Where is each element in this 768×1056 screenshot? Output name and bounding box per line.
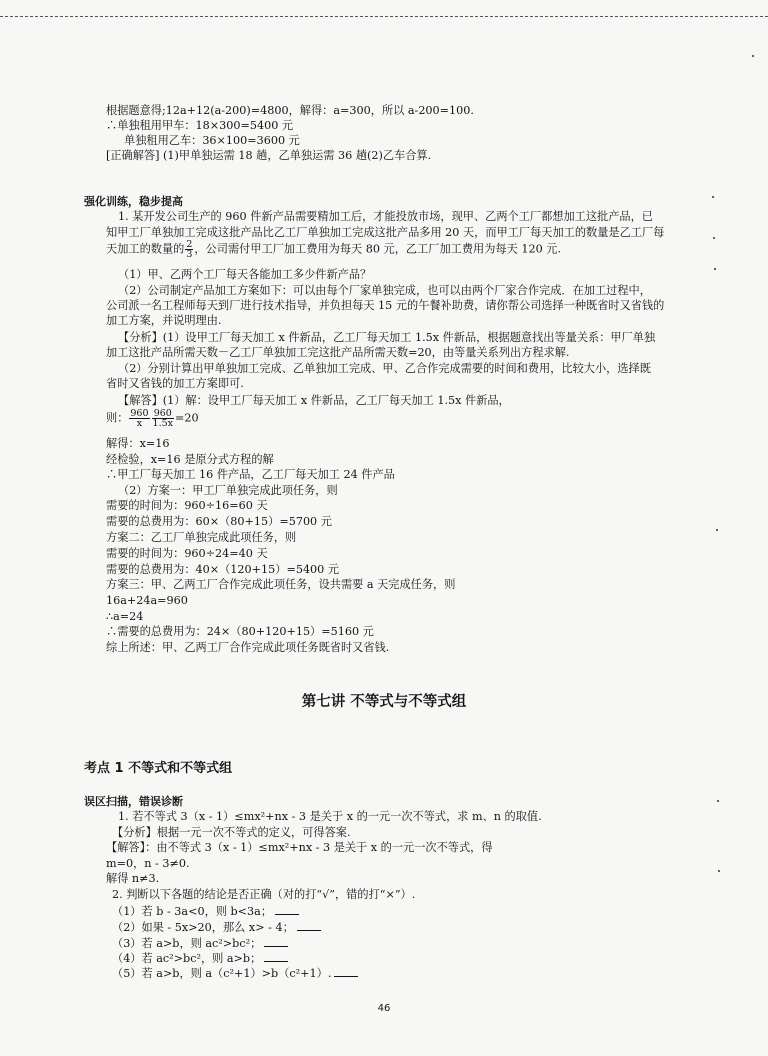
problem-text: 知甲工厂单独加工完成这批产品比乙工厂单独加工完成这批产品多用 20 天，而甲工厂每天加工的数量是乙工厂每: [106, 226, 665, 239]
solution-text: m=0，n - 3≠0.: [106, 857, 190, 870]
analysis-text: 加工这批产品所需天数－乙工厂单独加工完这批产品所需天数=20，由等量关系列出方程求解.: [106, 346, 570, 359]
problem-text-with-fraction: [106, 240, 561, 259]
topic-title: 考点 1 不等式和不等式组: [84, 761, 233, 776]
solution-text: 需要的总费用为：60×（80+15）=5700 元: [106, 515, 332, 528]
equation-rest: =20: [175, 411, 199, 425]
judgement-item: （4）若 ac²>bc²，则 a>b；: [112, 951, 288, 966]
solution-text: 【解答】(1）解：设甲工厂每天加工 x 件新品，乙工厂每天加工 1.5x 件新品，: [118, 394, 510, 407]
analysis-text: 省时又省钱的加工方案即可.: [106, 377, 244, 390]
judgement-item: （1）若 b - 3a<0，则 b<3a；: [112, 904, 299, 919]
answer-blank[interactable]: [297, 920, 321, 931]
section-heading-diagnosis: 误区扫描，错误诊断: [84, 795, 183, 808]
fraction-960-over-1-5x: $\frac{960}{1.5x}$: [152, 408, 173, 429]
solution-text: 16a+24a=960: [106, 594, 188, 607]
scan-speck: [717, 800, 719, 802]
solution-text: 【解答】：由不等式 3（x - 1）≤mx²+nx - 3 是关于 x 的一元一次不等式，得: [106, 841, 493, 854]
solution-text: 解得 n≠3.: [106, 872, 160, 885]
solution-text: ∴a=24: [106, 610, 144, 623]
analysis-text: （2）分别计算出甲单独加工完成、乙单独加工完成、甲、乙合作完成需要的时间和费用，比较大小，选择既: [118, 362, 651, 375]
question-2: （2）公司制定产品加工方案如下：可以由每个厂家单独完成，也可以由两个厂家合作完成．在加工过程中，: [118, 284, 651, 297]
scan-speck: [752, 55, 754, 57]
solution-text: ∴需要的总费用为：24×（80+120+15）=5160 元: [106, 625, 374, 638]
equation-prefix: 则：: [106, 411, 129, 425]
fraction-two-thirds: $\frac{2}{3}$: [186, 239, 193, 260]
prev-solution-line: 单独租用乙车：36×100=3600 元: [124, 134, 300, 147]
solution-text: （2）方案一：甲工厂单独完成此项任务，则: [118, 484, 338, 497]
chapter-title: 第七讲 不等式与不等式组: [301, 694, 467, 710]
answer-blank[interactable]: [264, 951, 288, 962]
judgement-item: （3）若 a>b，则 ac²>bc²；: [112, 936, 288, 951]
section-heading-training: 强化训练，稳步提高: [84, 195, 183, 208]
problem-text: 1. 某开发公司生产的 960 件新产品需要精加工后，才能投放市场，现甲、乙两个工厂都想加工这批产品，已: [118, 210, 653, 223]
scan-speck: [718, 870, 720, 872]
problem-text: 1. 若不等式 3（x - 1）≤mx²+nx - 3 是关于 x 的一元一次不等式，求 m、n 的取值.: [118, 810, 542, 823]
prev-solution-line: ∴单独租用甲车：18×300=5400 元: [106, 119, 294, 132]
analysis-text: 【分析】(1）设甲工厂每天加工 x 件新品，乙工厂每天加工 1.5x 件新品，根据题意找出等量关系：甲厂单独: [118, 331, 656, 344]
prev-solution-answer: [正确解答] (1)甲单独运需 18 趟，乙单独运需 36 趟(2)乙车合算.: [106, 149, 432, 162]
answer-blank[interactable]: [334, 966, 358, 977]
equation: [106, 409, 199, 428]
solution-text: 需要的时间为：960÷24=40 天: [106, 547, 268, 560]
scan-speck: [712, 196, 714, 198]
judgement-item: （2）如果 - 5x>20，那么 x> - 4；: [112, 920, 321, 935]
problem-text: 2. 判断以下各题的结论是否正确（对的打“√”，错的打“×”）.: [112, 888, 416, 901]
analysis-text: 【分析】根据一元一次不等式的定义，可得答案.: [112, 826, 351, 839]
scan-speck: [713, 237, 715, 239]
page-number: 46: [377, 1003, 391, 1014]
question-2: 公司派一名工程师每天到厂进行技术指导，并负担每天 15 元的午餐补助费，请你帮公司选择一种既省时又省钱的: [106, 299, 665, 312]
solution-text: 需要的总费用为：40×（120+15）=5400 元: [106, 563, 340, 576]
solution-text: 方案三：甲、乙两工厂合作完成此项任务，设共需要 a 天完成任务，则: [106, 578, 456, 591]
solution-conclusion: 综上所述：甲、乙两工厂合作完成此项任务既省时又省钱.: [106, 641, 390, 654]
question-2: 加工方案，并说明理由.: [106, 314, 222, 327]
scan-speck: [714, 268, 716, 270]
answer-blank[interactable]: [275, 904, 299, 915]
top-border-line: [0, 16, 768, 17]
judgement-item: （5）若 a>b，则 a（c²+1）>b（c²+1）.: [112, 966, 358, 981]
fraction-960-over-x: $\frac{960}{x}$: [130, 408, 149, 429]
solution-text: 方案二：乙工厂单独完成此项任务，则: [106, 531, 297, 544]
solution-text: ∴甲工厂每天加工 16 件产品，乙工厂每天加工 24 件产品: [106, 468, 395, 481]
solution-text: 解得：x=16: [106, 437, 170, 450]
problem-text: 天加工的数量的: [106, 242, 185, 256]
question-1: （1）甲、乙两个工厂每天各能加工多少件新产品？: [118, 268, 372, 281]
solution-text: 经检验，x=16 是原分式方程的解: [106, 453, 274, 466]
scan-speck: [716, 529, 718, 531]
prev-solution-line: 根据题意得;12a+12(a-200)=4800，解得：a=300，所以 a-200=100.: [106, 104, 474, 117]
problem-text: ，公司需付甲工厂加工费用为每天 80 元，乙工厂加工费用为每天 120 元.: [194, 242, 561, 256]
answer-blank[interactable]: [264, 936, 288, 947]
solution-text: 需要的时间为：960÷16=60 天: [106, 499, 268, 512]
